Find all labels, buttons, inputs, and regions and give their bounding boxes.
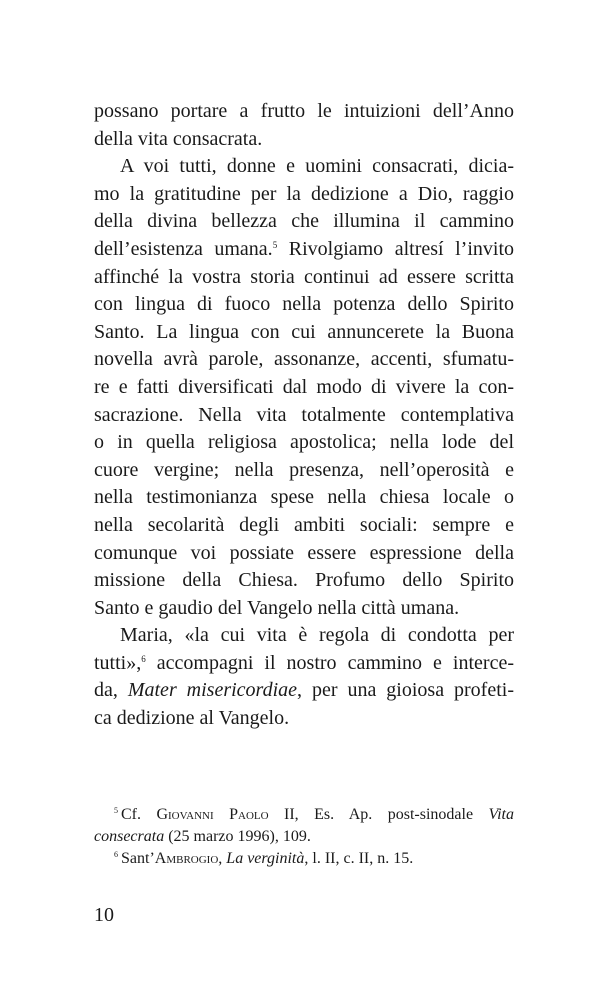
footnote-number: 5 <box>114 806 118 815</box>
footnote-title: consecrata <box>94 828 165 845</box>
text-line: della vita consacrata. <box>94 127 263 150</box>
page-number: 10 <box>94 904 114 926</box>
footnote-number: 6 <box>114 850 118 859</box>
text-line: cuore vergine; nella presenza, nell’operosità e <box>94 458 514 481</box>
text-line: della divina bellezza che illumina il cammino <box>94 210 514 233</box>
text-line: Maria, «la cui vita è regola di condotta per <box>120 624 514 647</box>
footnote-title: La verginità <box>226 850 305 867</box>
text-segment: accompagni il nostro cammino e interce- <box>156 651 514 674</box>
text-line: ca dedizione al Vangelo. <box>94 707 290 730</box>
text-segment: dell’esistenza umana. <box>94 237 273 260</box>
text-line: sacrazione. Nella vita totalmente contemplativa <box>94 403 514 426</box>
text-line: affinché la vostra storia continui ad essere scritta <box>94 265 514 288</box>
footnote-author: Giovanni Paolo <box>156 806 269 823</box>
text-line <box>94 677 514 705</box>
footnote-text: Cf. <box>121 806 157 823</box>
text-line <box>94 236 514 264</box>
footnote-reference: 5 <box>272 239 278 250</box>
text-line: nella secolarità degli ambiti sociali: sempre e <box>94 513 514 536</box>
footnote-text: II, Es. Ap. post-sinodale <box>268 806 489 823</box>
italic-phrase: Mater misericordiae <box>127 679 298 702</box>
footnote-6 <box>94 848 514 870</box>
text-line: Santo e gaudio del Vangelo nella città umana. <box>94 596 460 619</box>
text-line: re e fatti diversificati dal modo di vivere la con- <box>94 375 514 398</box>
text-line: Santo. La lingua con cui annuncerete la Buona <box>94 320 514 343</box>
footnotes <box>94 804 514 870</box>
text-line: missione della Chiesa. Profumo dello Spirito <box>94 569 514 592</box>
footnote-5-continued <box>94 826 514 848</box>
footnote-text: Sant’ <box>121 850 155 867</box>
footnote-title: Vita <box>488 806 514 823</box>
body-text <box>94 98 514 733</box>
text-segment: Rivolgiamo altresí l’invito <box>288 237 515 260</box>
text-line <box>94 650 514 678</box>
footnote-reference: 6 <box>141 653 146 664</box>
text-line: novella avrà parole, assonanze, accenti, sfumatu- <box>94 348 514 371</box>
text-line: nella testimonianza spese nella chiesa locale o <box>94 486 514 509</box>
text-segment: , per una gioiosa profeti- <box>297 679 514 702</box>
text-segment: da, <box>94 679 118 702</box>
text-line: possano portare a frutto le intuizioni dell’Anno <box>94 100 514 122</box>
footnote-text: , l. II, c. II, n. 15. <box>304 850 414 867</box>
text-line: comunque voi possiate essere espressione della <box>94 541 514 564</box>
footnote-5 <box>94 804 514 826</box>
footnote-text: (25 marzo 1996), 109. <box>164 828 311 845</box>
text-line: con lingua di fuoco nella potenza dello Spirito <box>94 293 514 316</box>
footnote-text: , <box>218 850 227 867</box>
text-line: A voi tutti, donne e uomini consacrati, dicia- <box>120 155 514 178</box>
footnote-author: Ambrogio <box>154 850 219 867</box>
text-line: o in quella religiosa apostolica; nella lode del <box>94 431 514 454</box>
text-segment: tutti», <box>94 651 142 674</box>
text-line: mo la gratitudine per la dedizione a Dio, raggio <box>94 182 514 205</box>
